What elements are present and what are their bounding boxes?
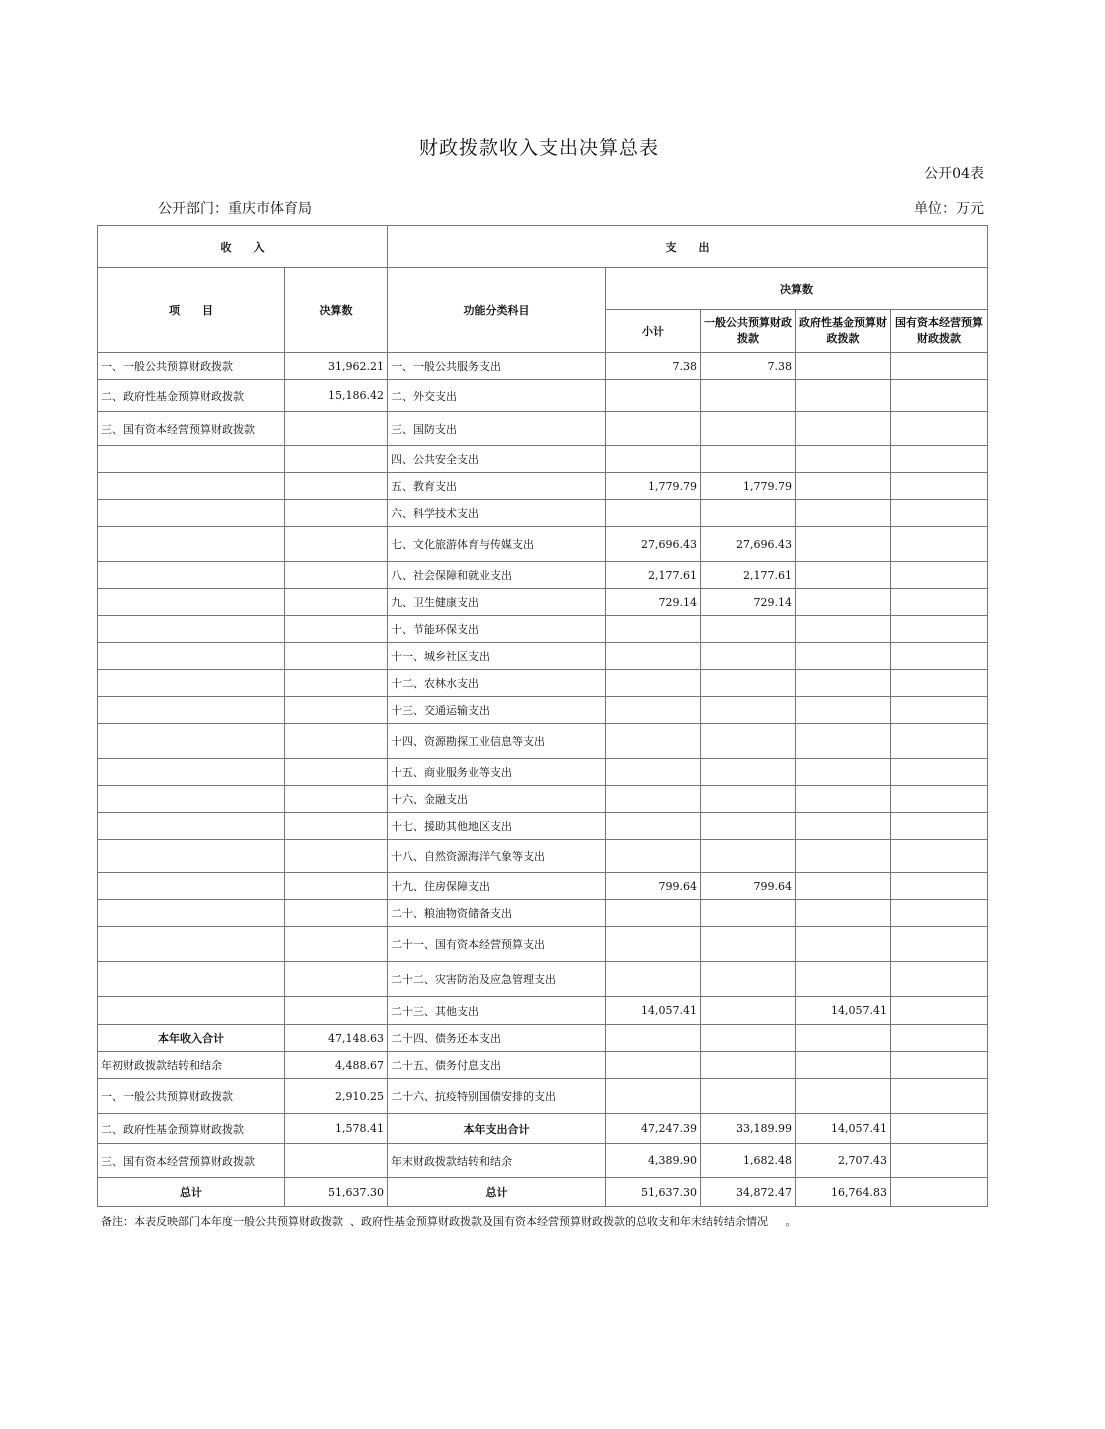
gov-fund-cell [796, 353, 891, 380]
gov-fund-cell [796, 616, 891, 643]
income-amount-cell [285, 873, 388, 900]
final-amount-group-header: 决算数 [606, 268, 988, 310]
income-item-cell [98, 900, 285, 927]
expense-item-cell: 十三、交通运输支出 [388, 697, 606, 724]
income-amount-cell [285, 527, 388, 562]
state-capital-cell [891, 813, 988, 840]
income-item-cell: 总计 [98, 1178, 285, 1207]
table-row [98, 1079, 988, 1114]
subtotal-cell [606, 724, 701, 759]
general-budget-cell [701, 412, 796, 446]
subtotal-cell [606, 759, 701, 786]
income-amount-cell [285, 927, 388, 962]
footnote: 备注：本表反映部门本年度一般公共预算财政拨款 、政府性基金预算财政拨款及国有资本经营预算财政拨款的总收支和年末结转结余情况 。 [101, 1215, 797, 1228]
general-budget-cell: 7.38 [701, 353, 796, 380]
table-row [98, 616, 988, 643]
income-item-cell [98, 724, 285, 759]
state-capital-cell [891, 1178, 988, 1207]
income-item-cell: 三、国有资本经营预算财政拨款 [98, 412, 285, 446]
gov-fund-cell [796, 840, 891, 873]
table-row [98, 759, 988, 786]
expense-item-cell: 总计 [388, 1178, 606, 1207]
general-budget-cell: 1,779.79 [701, 473, 796, 500]
gov-fund-cell [796, 473, 891, 500]
expense-item-cell: 二十六、抗疫特别国债安排的支出 [388, 1079, 606, 1114]
general-budget-cell [701, 724, 796, 759]
income-amount-cell: 2,910.25 [285, 1079, 388, 1114]
state-capital-cell [891, 527, 988, 562]
subtotal-cell [606, 380, 701, 412]
expense-item-cell: 十、节能环保支出 [388, 616, 606, 643]
income-item-cell: 三、国有资本经营预算财政拨款 [98, 1144, 285, 1178]
form-number: 公开04表 [924, 166, 984, 182]
income-amount-cell [285, 840, 388, 873]
expense-item-cell: 八、社会保障和就业支出 [388, 562, 606, 589]
gov-fund-cell [796, 873, 891, 900]
state-capital-cell [891, 900, 988, 927]
subtotal-cell: 51,637.30 [606, 1178, 701, 1207]
income-item-cell [98, 840, 285, 873]
expense-item-cell: 十六、金融支出 [388, 786, 606, 813]
general-budget-cell: 799.64 [701, 873, 796, 900]
income-item-cell [98, 873, 285, 900]
subtotal-cell: 799.64 [606, 873, 701, 900]
state-capital-cell [891, 873, 988, 900]
general-budget-cell [701, 997, 796, 1025]
state-capital-cell [891, 1079, 988, 1114]
gov-fund-cell [796, 500, 891, 527]
income-amount-cell [285, 562, 388, 589]
general-budget-cell [701, 1052, 796, 1079]
gov-fund-cell [796, 927, 891, 962]
income-item-cell [98, 997, 285, 1025]
income-amount-cell: 31,962.21 [285, 353, 388, 380]
income-item-cell [98, 562, 285, 589]
expense-item-cell: 二十三、其他支出 [388, 997, 606, 1025]
state-capital-cell [891, 562, 988, 589]
gov-fund-cell [796, 813, 891, 840]
gov-fund-cell [796, 697, 891, 724]
income-amount-cell: 15,186.42 [285, 380, 388, 412]
table-row [98, 670, 988, 697]
income-item-cell [98, 927, 285, 962]
table-row [98, 900, 988, 927]
gov-fund-cell [796, 759, 891, 786]
income-amount-cell [285, 900, 388, 927]
income-amount-cell [285, 589, 388, 616]
income-amount-cell [285, 759, 388, 786]
expense-item-cell: 十四、资源勘探工业信息等支出 [388, 724, 606, 759]
subtotal-cell: 2,177.61 [606, 562, 701, 589]
expense-item-cell: 十九、住房保障支出 [388, 873, 606, 900]
income-item-cell [98, 697, 285, 724]
income-amount-cell: 47,148.63 [285, 1025, 388, 1052]
state-capital-cell [891, 412, 988, 446]
income-amount-cell [285, 1144, 388, 1178]
subtotal-cell [606, 1052, 701, 1079]
income-amount-cell [285, 997, 388, 1025]
subtotal-cell [606, 500, 701, 527]
general-budget-cell [701, 840, 796, 873]
state-capital-cell [891, 446, 988, 473]
expense-item-cell: 十八、自然资源海洋气象等支出 [388, 840, 606, 873]
table-row [98, 840, 988, 873]
expense-item-cell: 四、公共安全支出 [388, 446, 606, 473]
income-item-cell: 二、政府性基金预算财政拨款 [98, 380, 285, 412]
general-budget-cell: 27,696.43 [701, 527, 796, 562]
table-row [98, 724, 988, 759]
income-amount-cell: 51,637.30 [285, 1178, 388, 1207]
income-amount-cell [285, 724, 388, 759]
subtotal-cell [606, 962, 701, 997]
general-budget-cell [701, 697, 796, 724]
subtotal-cell: 47,247.39 [606, 1114, 701, 1144]
state-capital-cell [891, 1025, 988, 1052]
income-item-cell [98, 527, 285, 562]
table-row [98, 353, 988, 380]
table-row [98, 589, 988, 616]
income-item-cell [98, 473, 285, 500]
expense-item-cell: 二十四、债务还本支出 [388, 1025, 606, 1052]
subtotal-cell [606, 616, 701, 643]
state-capital-cell [891, 1144, 988, 1178]
subtotal-cell [606, 900, 701, 927]
income-item-cell [98, 500, 285, 527]
subtotal-cell [606, 1025, 701, 1052]
subtotal-cell: 14,057.41 [606, 997, 701, 1025]
gov-fund-cell [796, 589, 891, 616]
table-row [98, 500, 988, 527]
expense-item-cell: 年末财政拨款结转和结余 [388, 1144, 606, 1178]
item-header: 项 目 [98, 268, 285, 353]
income-amount-cell [285, 500, 388, 527]
expense-item-cell: 二十一、国有资本经营预算支出 [388, 927, 606, 962]
table-row [98, 927, 988, 962]
expense-item-cell: 一、一般公共服务支出 [388, 353, 606, 380]
state-capital-cell [891, 840, 988, 873]
general-budget-header: 一般公共预算财政拨款 [701, 310, 796, 353]
table-row [98, 962, 988, 997]
subtotal-cell [606, 697, 701, 724]
gov-fund-cell: 14,057.41 [796, 1114, 891, 1144]
table-row [98, 1114, 988, 1144]
expense-item-cell: 三、国防支出 [388, 412, 606, 446]
table-row [98, 380, 988, 412]
income-item-cell [98, 670, 285, 697]
expense-item-cell: 六、科学技术支出 [388, 500, 606, 527]
income-amount-cell [285, 473, 388, 500]
subtotal-cell [606, 670, 701, 697]
income-amount-cell [285, 616, 388, 643]
expense-item-cell: 二十、粮油物资储备支出 [388, 900, 606, 927]
expense-item-cell: 十一、城乡社区支出 [388, 643, 606, 670]
gov-fund-cell [796, 786, 891, 813]
table-row [98, 786, 988, 813]
income-header: 收 入 [98, 226, 388, 268]
func-category-header: 功能分类科目 [388, 268, 606, 353]
income-amount-cell [285, 962, 388, 997]
income-amount-cell [285, 813, 388, 840]
subtotal-cell [606, 412, 701, 446]
income-item-cell: 一、一般公共预算财政拨款 [98, 353, 285, 380]
income-item-cell: 本年收入合计 [98, 1025, 285, 1052]
department-label: 公开部门：重庆市体育局 [158, 201, 312, 217]
gov-fund-cell [796, 962, 891, 997]
income-item-cell [98, 786, 285, 813]
income-item-cell [98, 962, 285, 997]
subtotal-cell [606, 786, 701, 813]
subtotal-cell: 27,696.43 [606, 527, 701, 562]
unit-label: 单位：万元 [914, 201, 984, 217]
gov-fund-cell [796, 724, 891, 759]
budget-summary-table [97, 225, 988, 1207]
table-row [98, 813, 988, 840]
table-row [98, 1144, 988, 1178]
state-capital-cell [891, 670, 988, 697]
general-budget-cell [701, 643, 796, 670]
table-row [98, 446, 988, 473]
expense-item-cell: 二十二、灾害防治及应急管理支出 [388, 962, 606, 997]
state-capital-cell [891, 962, 988, 997]
general-budget-cell: 2,177.61 [701, 562, 796, 589]
state-capital-cell [891, 1114, 988, 1144]
state-capital-cell [891, 1052, 988, 1079]
gov-fund-cell [796, 1052, 891, 1079]
income-amount-cell [285, 786, 388, 813]
table-row [98, 412, 988, 446]
income-amount-cell [285, 670, 388, 697]
state-capital-cell [891, 353, 988, 380]
state-capital-cell [891, 589, 988, 616]
table-row [98, 562, 988, 589]
expense-item-cell: 十七、援助其他地区支出 [388, 813, 606, 840]
subtotal-cell [606, 813, 701, 840]
income-item-cell [98, 643, 285, 670]
general-budget-cell [701, 900, 796, 927]
gov-fund-header: 政府性基金预算财政拨款 [796, 310, 891, 353]
general-budget-cell [701, 813, 796, 840]
expense-item-cell: 十五、商业服务业等支出 [388, 759, 606, 786]
general-budget-cell [701, 670, 796, 697]
gov-fund-cell [796, 446, 891, 473]
general-budget-cell [701, 500, 796, 527]
table-row [98, 1052, 988, 1079]
subtotal-cell [606, 1079, 701, 1114]
income-item-cell [98, 616, 285, 643]
gov-fund-cell [796, 527, 891, 562]
expense-item-cell: 五、教育支出 [388, 473, 606, 500]
table-row [98, 527, 988, 562]
general-budget-cell [701, 786, 796, 813]
general-budget-cell [701, 446, 796, 473]
income-amount-cell: 1,578.41 [285, 1114, 388, 1144]
general-budget-cell [701, 927, 796, 962]
state-capital-cell [891, 643, 988, 670]
income-item-cell [98, 813, 285, 840]
subtotal-cell: 4,389.90 [606, 1144, 701, 1178]
general-budget-cell [701, 380, 796, 412]
table-row [98, 473, 988, 500]
final-amount-header: 决算数 [285, 268, 388, 353]
table-row [98, 697, 988, 724]
subtotal-cell [606, 643, 701, 670]
state-capital-header: 国有资本经营预算财政拨款 [891, 310, 988, 353]
general-budget-cell [701, 962, 796, 997]
income-item-cell: 一、一般公共预算财政拨款 [98, 1079, 285, 1114]
gov-fund-cell: 16,764.83 [796, 1178, 891, 1207]
gov-fund-cell [796, 380, 891, 412]
state-capital-cell [891, 616, 988, 643]
table-row [98, 1025, 988, 1052]
subtotal-cell: 729.14 [606, 589, 701, 616]
income-amount-cell [285, 446, 388, 473]
general-budget-cell [701, 616, 796, 643]
table-row [98, 997, 988, 1025]
gov-fund-cell [796, 1025, 891, 1052]
income-item-cell: 二、政府性基金预算财政拨款 [98, 1114, 285, 1144]
general-budget-cell: 1,682.48 [701, 1144, 796, 1178]
general-budget-cell: 34,872.47 [701, 1178, 796, 1207]
gov-fund-cell: 2,707.43 [796, 1144, 891, 1178]
state-capital-cell [891, 997, 988, 1025]
expense-header: 支 出 [388, 226, 988, 268]
subtotal-cell [606, 840, 701, 873]
subtotal-header: 小计 [606, 310, 701, 353]
table-row [98, 1178, 988, 1207]
page-title: 财政拨款收入支出决算总表 [418, 137, 659, 159]
expense-item-cell: 七、文化旅游体育与传媒支出 [388, 527, 606, 562]
income-amount-cell [285, 412, 388, 446]
gov-fund-cell: 14,057.41 [796, 997, 891, 1025]
subtotal-cell [606, 927, 701, 962]
table-row [98, 873, 988, 900]
income-item-cell [98, 589, 285, 616]
income-item-cell: 年初财政拨款结转和结余 [98, 1052, 285, 1079]
expense-item-cell: 二、外交支出 [388, 380, 606, 412]
income-item-cell [98, 446, 285, 473]
gov-fund-cell [796, 643, 891, 670]
state-capital-cell [891, 759, 988, 786]
state-capital-cell [891, 724, 988, 759]
gov-fund-cell [796, 562, 891, 589]
state-capital-cell [891, 380, 988, 412]
subtotal-cell [606, 446, 701, 473]
gov-fund-cell [796, 412, 891, 446]
gov-fund-cell [796, 670, 891, 697]
gov-fund-cell [796, 900, 891, 927]
general-budget-cell [701, 1079, 796, 1114]
income-item-cell [98, 759, 285, 786]
state-capital-cell [891, 500, 988, 527]
state-capital-cell [891, 786, 988, 813]
income-amount-cell [285, 697, 388, 724]
expense-item-cell: 本年支出合计 [388, 1114, 606, 1144]
subtotal-cell: 1,779.79 [606, 473, 701, 500]
income-amount-cell: 4,488.67 [285, 1052, 388, 1079]
state-capital-cell [891, 473, 988, 500]
general-budget-cell: 729.14 [701, 589, 796, 616]
general-budget-cell [701, 759, 796, 786]
gov-fund-cell [796, 1079, 891, 1114]
subtotal-cell: 7.38 [606, 353, 701, 380]
expense-item-cell: 二十五、债务付息支出 [388, 1052, 606, 1079]
general-budget-cell: 33,189.99 [701, 1114, 796, 1144]
expense-item-cell: 十二、农林水支出 [388, 670, 606, 697]
table-row [98, 643, 988, 670]
state-capital-cell [891, 927, 988, 962]
general-budget-cell [701, 1025, 796, 1052]
state-capital-cell [891, 697, 988, 724]
expense-item-cell: 九、卫生健康支出 [388, 589, 606, 616]
income-amount-cell [285, 643, 388, 670]
